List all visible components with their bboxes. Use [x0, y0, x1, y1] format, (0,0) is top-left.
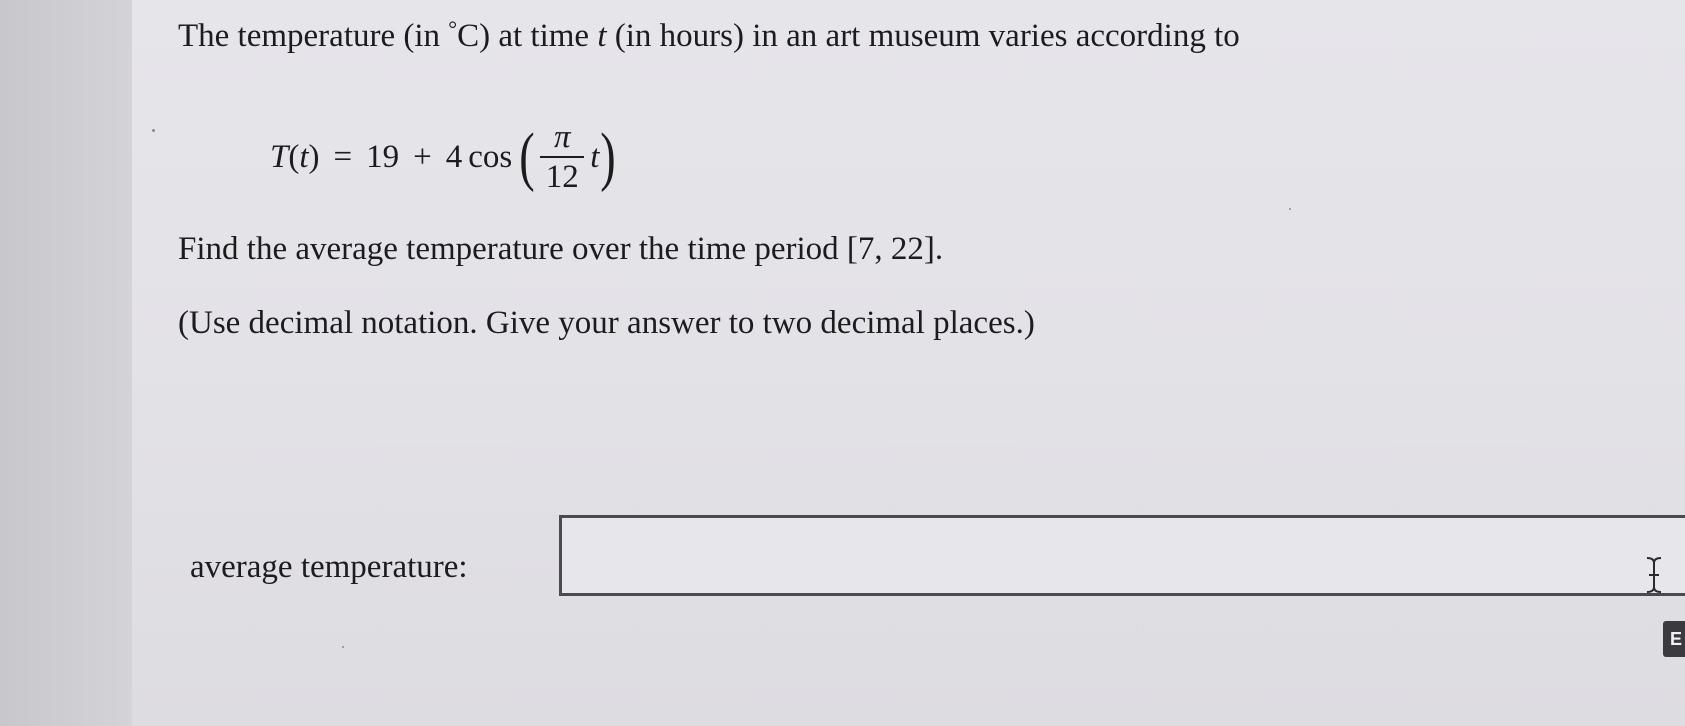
formula-arg-open: ( [288, 138, 300, 175]
formula-time-variable: t [590, 138, 600, 175]
question-intro [178, 18, 1240, 55]
dust-speck [342, 646, 344, 648]
side-panel-button[interactable]: E [1663, 621, 1685, 657]
average-temperature-input[interactable] [559, 515, 1685, 596]
answer-instruction: (Use decimal notation. Give your answer to two decimal places.) [178, 305, 1035, 341]
formula-amplitude: 4 [445, 138, 463, 175]
fraction-denominator: 12 [545, 158, 579, 195]
formula-function-name: T [270, 138, 289, 175]
intro-text-part2: C) at time [457, 18, 598, 54]
dust-speck [1289, 208, 1291, 210]
left-margin [0, 0, 132, 726]
formula-paren-open: ( [519, 120, 535, 193]
formula-paren-close: ) [600, 120, 617, 193]
formula-fraction [540, 118, 584, 195]
temperature-formula [270, 112, 617, 202]
fraction-bar [540, 156, 584, 158]
formula-plus: + [413, 138, 432, 175]
text-cursor-icon [1644, 556, 1664, 594]
formula-arg-variable: t [299, 138, 309, 175]
formula-cos: cos [468, 138, 513, 175]
formula-equals: = [333, 138, 353, 175]
fraction-numerator: π [553, 118, 571, 155]
question-prompt: Find the average temperature over the time period [7, 22]. [178, 231, 944, 267]
degree-symbol: ° [448, 16, 458, 41]
formula-constant: 19 [366, 138, 400, 175]
intro-text-part3: (in hours) in an art museum varies according to [606, 18, 1240, 54]
dust-speck [152, 129, 155, 132]
formula-arg-close: ) [308, 138, 320, 175]
intro-text-part1: The temperature (in [178, 18, 449, 54]
answer-label: average temperature: [190, 549, 468, 585]
variable-t: t [597, 18, 607, 54]
question-panel [132, 0, 1685, 726]
